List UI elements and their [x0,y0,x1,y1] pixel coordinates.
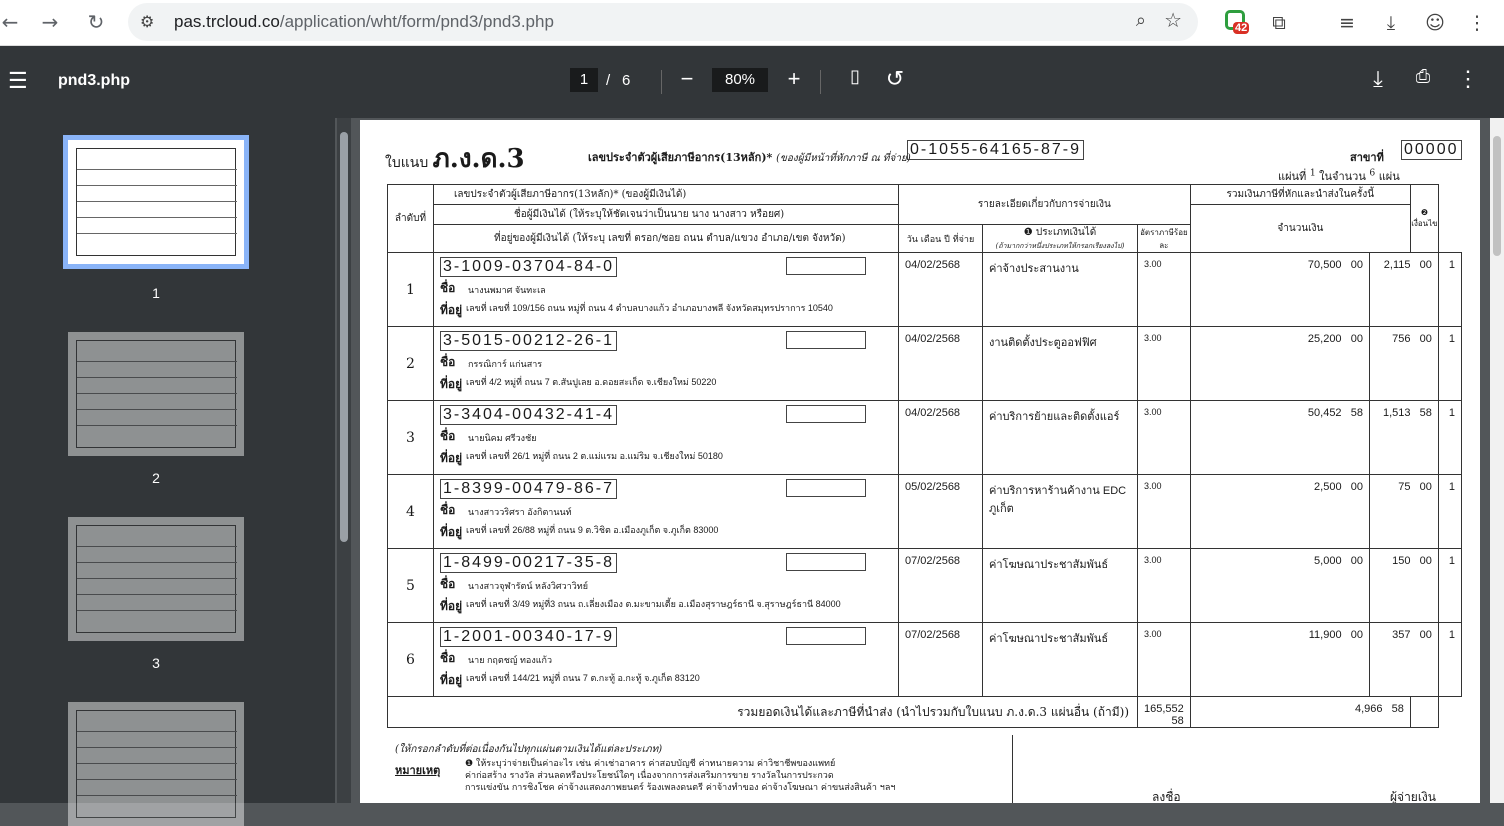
payee-address: เลขที่ เลขที่ 26/88 หมู่ที่ ถนน 9 ต.วิชิต อ.เมืองภูเก็ต จ.ภูเก็ต 83000 [466,525,719,535]
table-row [388,475,1462,549]
col-tax-group: รวมเงินภาษีที่หักและนำส่งในครั้งนี้ [1190,185,1410,205]
payee-branch-box [786,627,866,645]
payee-address: เลขที่ เลขที่ 144/21 หมู่ที่ ถนน 7 ต.กะทู้ อ.กะทู้ จ.ภูเก็ต 83120 [466,673,700,683]
col-rate: อัตราภาษีร้อยละ [1138,225,1191,253]
name-label: ชื่อ [440,281,456,295]
tax-rate: 3.00 [1138,475,1191,549]
address-label: ที่อยู่ [440,599,463,613]
table-row [388,327,1462,401]
col-address: ที่อยู่ของผู้มีเงินได้ (ให้ระบุ เลขที่ ตรอก/ซอย ถนน ตำบล/แขวง อำเภอ/เขต จังหวัด) [434,225,899,253]
reload-icon[interactable]: ↻ [87,10,105,34]
col-type: ❶ ประเภทเงินได้ (ถ้ามากกว่าหนึ่งประเภทให้กรอกเรียงลงไป) [983,225,1138,253]
payee-branch-box [786,553,866,571]
downloads-icon[interactable]: ⤓ [1386,12,1396,34]
name-label: ชื่อ [440,355,456,369]
payee-branch-box [786,257,866,275]
back-icon[interactable]: ← [1,10,19,34]
address-bar[interactable] [128,3,1198,41]
name-label: ชื่อ [440,651,456,665]
total-tax: 4,966 58 [1190,697,1410,728]
thumbnail-page-1[interactable] [68,140,244,264]
address-label: ที่อยู่ [440,303,463,317]
amount: 5,000 00 [1190,549,1369,623]
thumbnail-label: 1 [152,285,160,301]
more-options-icon[interactable]: ⋮ [1457,66,1479,91]
address-label: ที่อยู่ [440,525,463,539]
row-seq: 2 [388,327,434,401]
payee-address: เลขที่ เลขที่ 26/1 หมู่ที่ ถนน 2 ต.แม่แรม อ.แม่ริม จ.เชียงใหม่ 50180 [466,451,723,461]
payee-name: นางสาววริศรา อังกิตานนท์ [468,507,572,517]
sign-label: ลงชื่อ [1152,790,1181,803]
branch-value: 00000 [1401,140,1462,160]
payee-branch-box [786,331,866,349]
thumbnail-label: 2 [152,470,160,486]
col-payee-id: เลขประจำตัวผู้เสียภาษีอากร(13หลัก)* (ของผู้มีเงินได้) [434,185,899,205]
thumbnail-page-4[interactable] [68,702,244,826]
page-separator: / [606,72,611,89]
profile-avatar-icon[interactable]: ☺ [1425,12,1445,34]
payee-cell [434,549,899,623]
tax-rate: 3.00 [1138,623,1191,697]
fit-page-icon[interactable]: ▯ [850,66,860,86]
payer-label: ผู้จ่ายเงิน [1390,790,1436,803]
tax-amount: 75 00 [1369,475,1438,549]
row-seq: 1 [388,253,434,327]
payee-taxid: 1-2001-00340-17-9 [440,627,617,647]
amount: 25,200 00 [1190,327,1369,401]
tax-amount: 357 00 [1369,623,1438,697]
bookmark-star-icon[interactable]: ☆ [1164,8,1182,32]
amount: 11,900 00 [1190,623,1369,697]
taxid-value: 0-1055-64165-87-9 [907,140,1084,160]
row-seq: 4 [388,475,434,549]
address-label: ที่อยู่ [440,451,463,465]
tax-rate: 3.00 [1138,253,1191,327]
condition: 1 [1438,475,1461,549]
payee-table [387,184,1462,728]
col-payment-group: รายละเอียดเกี่ยวกับการจ่ายเงิน [899,185,1191,225]
condition: 1 [1438,549,1461,623]
payee-taxid: 1-8399-00479-86-7 [440,479,617,499]
payee-taxid: 3-3404-00432-41-4 [440,405,617,425]
payee-taxid: 3-5015-00212-26-1 [440,331,617,351]
pdf-viewer [351,118,1490,803]
branch-label: สาขาที่ [1350,151,1384,164]
col-seq: ลำดับที่ [388,185,434,253]
payee-cell [434,475,899,549]
pay-date: 07/02/2568 [899,623,983,697]
extension-green-icon[interactable]: 42 [1223,8,1253,38]
pay-date: 04/02/2568 [899,401,983,475]
tax-rate: 3.00 [1138,327,1191,401]
tax-amount: 2,115 00 [1369,253,1438,327]
income-type: ค่าบริการย้ายและติดตั้งแอร์ [983,401,1138,475]
payee-cell [434,623,899,697]
row-seq: 3 [388,401,434,475]
table-row [388,401,1462,475]
pdf-page [360,120,1480,803]
payee-cell [434,253,899,327]
zoom-input[interactable]: 80% [712,68,768,92]
income-type: ค่าบริการหาร้านค้างาน EDC ภูเก็ต [983,475,1138,549]
viewer-scrollbar[interactable] [1490,118,1504,803]
download-icon[interactable]: ⤓ [1373,66,1383,91]
pay-date: 07/02/2568 [899,549,983,623]
amount: 2,500 00 [1190,475,1369,549]
thumbnail-page-2[interactable] [68,332,244,456]
page-number-input[interactable]: 1 [570,68,598,92]
table-row [388,623,1462,697]
payee-name: กรรณิการ์ แก่นสาร [468,359,543,369]
col-tax: จำนวนเงิน [1190,205,1410,253]
payee-taxid: 1-8499-00217-35-8 [440,553,617,573]
payee-name: นางนพมาศ จันทะเล [468,285,546,295]
address-label: ที่อยู่ [440,673,463,687]
browser-menu-icon[interactable]: ⋮ [1467,12,1487,34]
payee-cell [434,401,899,475]
row-seq: 6 [388,623,434,697]
income-type: ค่าโฆษณาประชาสัมพันธ์ [983,623,1138,697]
tax-amount: 150 00 [1369,549,1438,623]
amount: 70,500 00 [1190,253,1369,327]
form-title: ใบแนบ ภ.ง.ด.3 [385,144,525,174]
col-cond: ❷ เงื่อนไข [1410,185,1438,253]
col-name: ชื่อผู้มีเงินได้ (ให้ระบุให้ชัดเจนว่าเป็นนาย นาง นางสาว หรือยศ) [434,205,899,225]
condition: 1 [1438,327,1461,401]
browser-toolbar [0,0,1504,46]
table-row [388,253,1462,327]
payee-address: เลขที่ เลขที่ 3/49 หมู่ที่3 ถนน ถ.เลี่ยงเมือง ต.มะขามเตี้ย อ.เมืองสุราษฎร์ธานี จ.สุราษฎร์ธานี 84000 [466,599,841,609]
income-type: งานติดตั้งประตูออฟฟิศ [983,327,1138,401]
row-seq: 5 [388,549,434,623]
sidebar-scrollbar[interactable] [337,118,351,803]
tax-amount: 756 00 [1369,327,1438,401]
print-icon[interactable]: ⎙ [1415,66,1431,86]
payee-name: นายนิคม ศรีวงชัย [468,433,537,443]
payee-branch-box [786,479,866,497]
reading-list-icon[interactable]: ≡ [1339,12,1355,34]
amount: 50,452 58 [1190,401,1369,475]
col-date: วัน เดือน ปี ที่จ่าย [899,225,983,253]
sheet-info: แผ่นที่ $^1$ ในจำนวน $^6$ แผ่น [1278,167,1400,183]
name-label: ชื่อ [440,429,456,443]
pdf-title: pnd3.php [58,72,130,89]
condition: 1 [1438,253,1461,327]
thumbnail-sidebar [0,118,335,803]
pay-date: 04/02/2568 [899,253,983,327]
site-info-icon[interactable]: ⚙ [140,12,155,31]
forward-icon[interactable]: → [41,10,59,34]
income-type: ค่าโฆษณาประชาสัมพันธ์ [983,549,1138,623]
zoom-out-button[interactable]: − [680,66,694,91]
taxid-label: เลขประจำตัวผู้เสียภาษีอากร(13หลัก)* (ของผู้มีหน้าที่หักภาษี ณ ที่จ่าย) [588,151,911,164]
table-row [388,549,1462,623]
payee-cell [434,327,899,401]
sidebar-menu-icon[interactable]: ☰ [8,68,28,93]
url-text[interactable]: pas.trcloud.co/application/wht/form/pnd3/pnd3.php [174,12,554,31]
notes: (ให้กรอกลำดับที่ต่อเนื่องกันไปทุกแผ่นตามเงินได้แต่ละประเภท) หมายเหตุ ❶ ให้ระบุว่าจ่ายเป็นค่าอะไร เช่น ค่าเช่าอาคาร ค่าสอบบัญชี ค่าทนายความ ค่าวิชาชีพของแพทย์ ค่าก่อสร้าง รางวัล ส่วนลดหรือประโยชน์ใดๆ เนื่องจากการส่งเสริมการขาย รางวัลในการประกวด การแข่งขัน การชิงโชค ค่าจ้างแสดงภาพยนตร์ ร้องเพลงดนตรี ค่าจ้างทำของ ค่าจ้างโฆษณา ค่าขนส่งสินค้า ฯลฯ [395,744,896,793]
page-total: 6 [622,72,631,89]
pay-date: 05/02/2568 [899,475,983,549]
tax-rate: 3.00 [1138,401,1191,475]
rotate-icon[interactable]: ↺ [885,66,905,91]
payee-name: นาย กฤตชญ์ ทองแก้ว [468,655,553,665]
income-type: ค่าจ้างประสานงาน [983,253,1138,327]
tax-amount: 1,513 58 [1369,401,1438,475]
zoom-in-button[interactable]: + [787,66,801,91]
payee-branch-box [786,405,866,423]
pdf-toolbar [0,46,1504,118]
tax-rate: 3.00 [1138,549,1191,623]
pay-date: 04/02/2568 [899,327,983,401]
total-amount: 165,552 58 [1138,697,1191,728]
thumbnail-label: 3 [152,655,160,671]
condition: 1 [1438,401,1461,475]
payee-address: เลขที่ 4/2 หมู่ที่ ถนน 7 ต.สันปูเลย อ.ดอยสะเก็ด จ.เชียงใหม่ 50220 [466,377,717,387]
extensions-puzzle-icon[interactable]: ⧉ [1272,12,1286,34]
zoom-icon[interactable]: ⌕ [1135,10,1146,31]
total-label: รวมยอดเงินได้และภาษีที่นำส่ง (นำไปรวมกับใบแนบ ภ.ง.ด.3 แผ่นอื่น (ถ้ามี)) [388,697,1138,728]
name-label: ชื่อ [440,503,456,517]
address-label: ที่อยู่ [440,377,463,391]
payee-taxid: 3-1009-03704-84-0 [440,257,617,277]
name-label: ชื่อ [440,577,456,591]
payee-name: นางสาวจุฬารัตน์ หลังวิศวาวิทย์ [468,581,588,591]
thumbnail-page-3[interactable] [68,517,244,641]
payee-address: เลขที่ เลขที่ 109/156 ถนน หมู่ที่ ถนน 4 ตำบลบางแก้ว อำเภอบางพลี จังหวัดสมุทรปราการ 10540 [466,303,833,313]
condition: 1 [1438,623,1461,697]
